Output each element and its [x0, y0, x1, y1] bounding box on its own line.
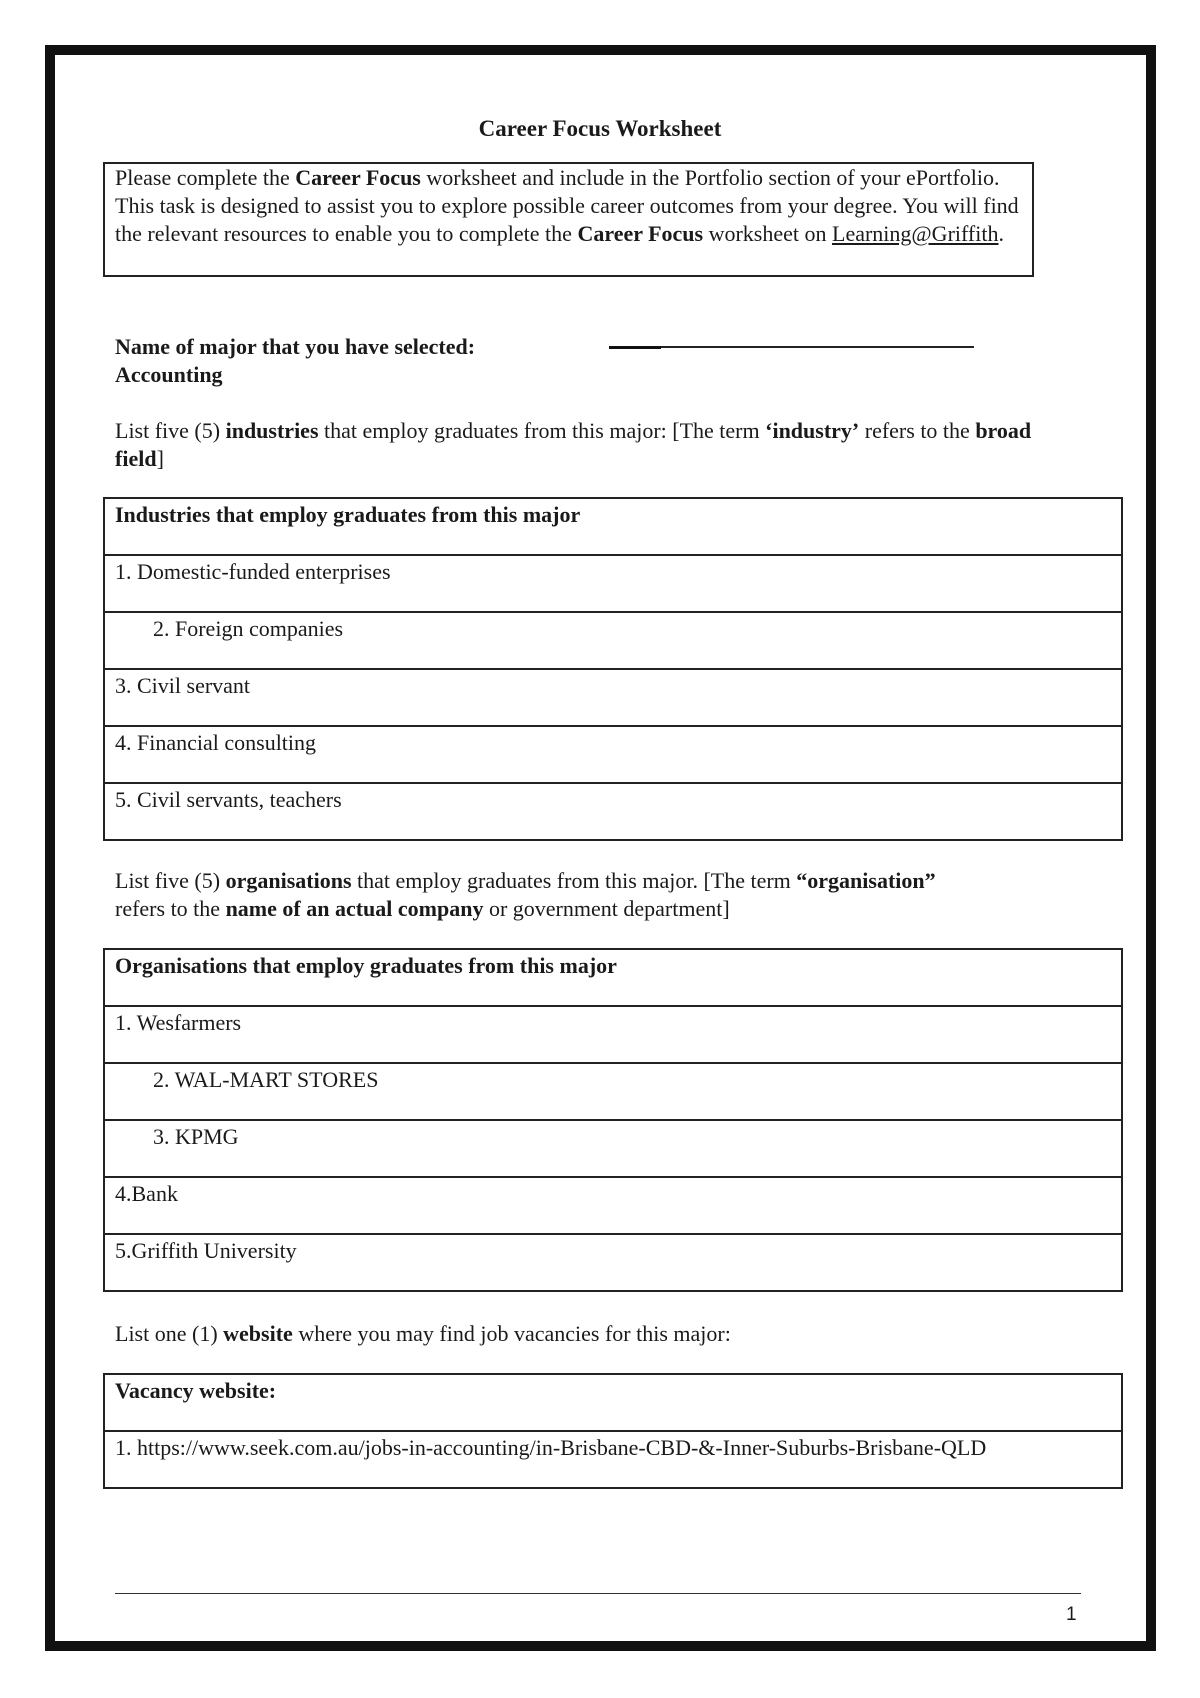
- intro-bold-1: Career Focus: [295, 165, 421, 190]
- prompt-bold: broad field: [115, 418, 1032, 471]
- organisation-row: 2. WAL-MART STORES: [104, 1063, 1122, 1120]
- prompt-text: that employ graduates from this major: [The term: [318, 418, 766, 443]
- prompt-bold: industries: [225, 418, 319, 443]
- industry-row: 3. Civil servant: [104, 669, 1122, 726]
- organisations-prompt: [115, 867, 1075, 923]
- prompt-bold: name of an actual company: [225, 896, 484, 921]
- prompt-bold: “organisation”: [796, 868, 936, 893]
- prompt-bold: organisations: [225, 868, 352, 893]
- intro-text-2: worksheet and include in the Portfolio section of your ePortfolio. This task is designed to assist you to explore possible career outcomes from your degree. You will find the relevant resources to enable you to complete the: [115, 165, 1019, 246]
- organisation-row: 3. KPMG: [104, 1120, 1122, 1177]
- industry-row: 2. Foreign companies: [104, 612, 1122, 669]
- industry-row: 4. Financial consulting: [104, 726, 1122, 783]
- page-number: 1: [1066, 1604, 1077, 1625]
- industries-table: [103, 497, 1123, 841]
- prompt-text: List one (1): [115, 1321, 224, 1346]
- organisations-table: [103, 948, 1123, 1292]
- organisation-row: 4.Bank: [104, 1177, 1122, 1234]
- instructions-box: [103, 162, 1034, 277]
- industries-table-header: Industries that employ graduates from this major: [104, 498, 1122, 555]
- page-title: Career Focus Worksheet: [478, 116, 722, 141]
- prompt-text: that employ graduates from this major. [The term: [351, 868, 797, 893]
- website-prompt: [115, 1320, 1075, 1348]
- intro-text-1: Please complete the: [115, 165, 296, 190]
- prompt-text: List five (5): [115, 418, 226, 443]
- major-label: Name of major that you have selected:: [115, 334, 476, 359]
- industry-row: 1. Domestic-funded enterprises: [104, 555, 1122, 612]
- major-value: Accounting: [115, 362, 223, 387]
- prompt-text: where you may find job vacancies for this major:: [292, 1321, 731, 1346]
- prompt-text: refers to the: [859, 418, 976, 443]
- footer-rule: [115, 1593, 1081, 1594]
- prompt-bold: website: [223, 1321, 293, 1346]
- organisations-table-header: Organisations that employ graduates from this major: [104, 949, 1122, 1006]
- prompt-text: or government department]: [483, 896, 730, 921]
- prompt-text: ]: [156, 446, 164, 471]
- organisation-row: 1. Wesfarmers: [104, 1006, 1122, 1063]
- prompt-bold: ‘industry’: [765, 418, 860, 443]
- industries-prompt: [115, 417, 1075, 473]
- intro-bold-2: Career Focus: [577, 221, 704, 246]
- prompt-text: List five (5): [115, 868, 226, 893]
- prompt-text: refers to the: [115, 896, 226, 921]
- website-table: [103, 1373, 1123, 1489]
- website-table-header: Vacancy website:: [104, 1374, 1122, 1431]
- website-row: 1. https://www.seek.com.au/jobs-in-accounting/in-Brisbane-CBD-&-Inner-Suburbs-Brisbane-QLD: [104, 1431, 1122, 1488]
- industry-row: 5. Civil servants, teachers: [104, 783, 1122, 840]
- intro-text-3: worksheet on: [703, 221, 833, 246]
- organisation-row: 5.Griffith University: [104, 1234, 1122, 1291]
- intro-text-4: .: [998, 221, 1004, 246]
- major-section: [115, 333, 475, 389]
- major-underline-segment: [609, 346, 661, 349]
- major-underline: [661, 346, 974, 348]
- learning-griffith-link[interactable]: Learning@Griffith: [832, 221, 999, 246]
